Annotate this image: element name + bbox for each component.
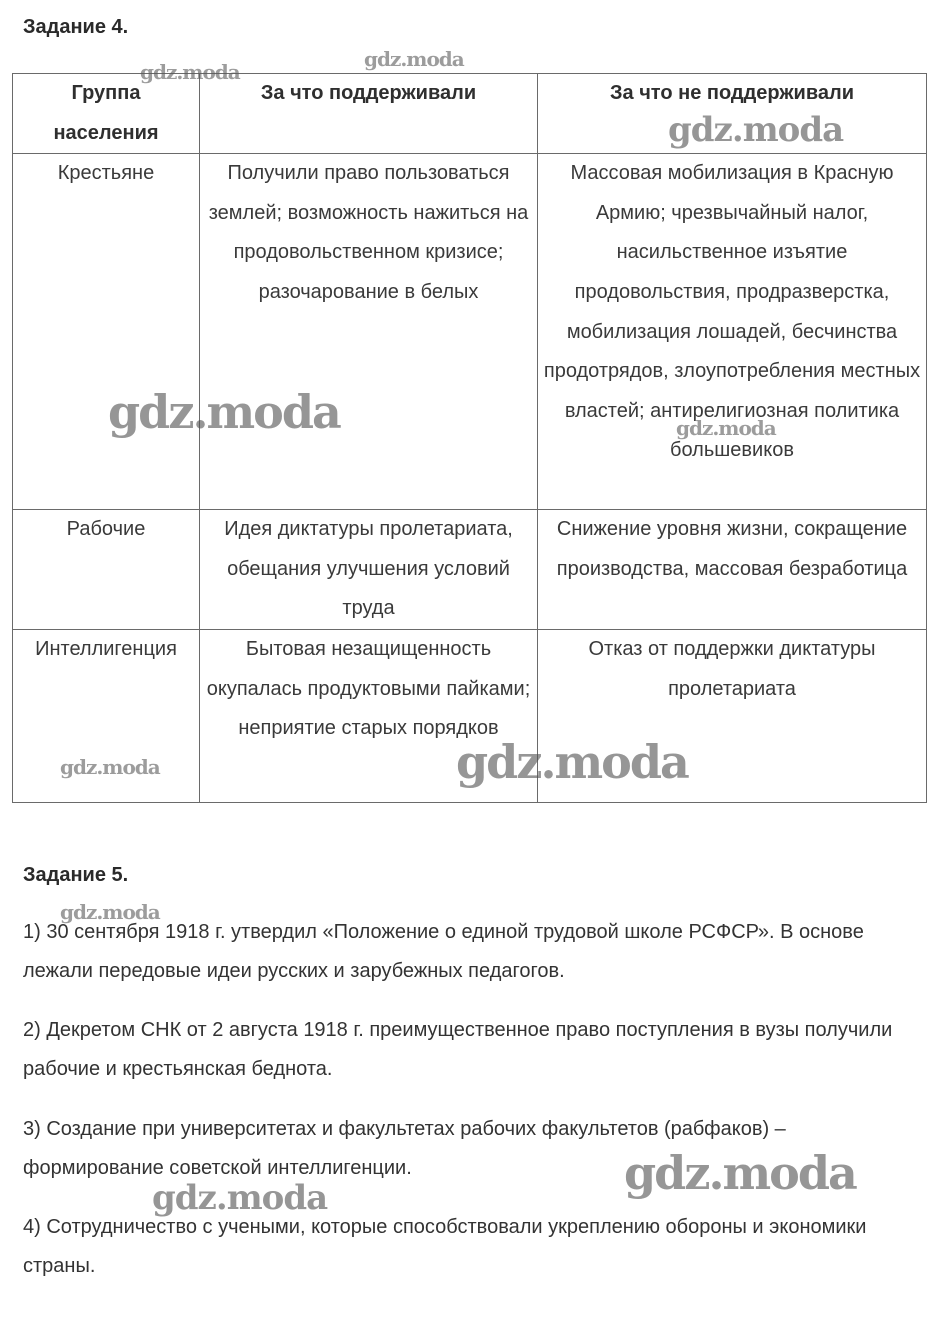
cell-not-supported: Массовая мобилизация в Красную Армию; чрезвычайный налог, насильственное изъятие продовольствия, продразверстка, мобилизация лошадей, бесчинства продотрядов, злоупотребления местных властей; антирелигиозная политика большевиков — [538, 154, 927, 510]
table-row — [13, 510, 927, 630]
watermark: gdz.moda — [456, 735, 688, 789]
cell-not-supported: Снижение уровня жизни, сокращение производства, массовая безработица — [538, 510, 927, 630]
watermark: gdz.moda — [60, 755, 160, 779]
table-header-row — [13, 74, 927, 154]
table-row — [13, 154, 927, 510]
watermark: gdz.moda — [60, 900, 160, 924]
task-5-heading: Задание 5. — [23, 864, 129, 886]
table-row — [13, 629, 927, 802]
column-header-group: Группа населения — [13, 74, 200, 154]
answer-item-4: 4) Сотрудничество с учеными, которые способствовали укреплению обороны и экономики страны. — [23, 1216, 867, 1277]
cell-not-supported: Отказ от поддержки диктатуры пролетариата — [538, 629, 927, 802]
cell-group: Интеллигенция — [13, 629, 200, 802]
cell-supported: Бытовая незащищенность окупалась продуктовыми пайками; неприятие старых порядков — [200, 629, 538, 802]
answer-item-2: 2) Декретом СНК от 2 августа 1918 г. преимущественное право поступления в вузы получили рабочие и крестьянская беднота. — [23, 1019, 893, 1080]
watermark: gdz.moda — [152, 1178, 328, 1218]
watermark: gdz.moda — [668, 110, 844, 150]
column-header-not-supported: За что не поддерживали — [538, 74, 927, 154]
watermark: gdz.moda — [108, 385, 340, 439]
watermark: gdz.moda — [624, 1146, 856, 1200]
column-header-supported: За что поддерживали — [200, 74, 538, 154]
cell-supported: Идея диктатуры пролетариата, обещания улучшения условий труда — [200, 510, 538, 630]
comparison-table — [12, 73, 927, 803]
watermark: gdz.moda — [140, 60, 240, 84]
cell-group: Крестьяне — [13, 154, 200, 510]
task-4-heading: Задание 4. — [23, 16, 129, 38]
watermark: gdz.moda — [364, 47, 464, 71]
watermark: gdz.moda — [676, 416, 776, 440]
cell-supported: Получили право пользоваться землей; возможность нажиться на продовольственном кризисе; разочарование в белых — [200, 154, 538, 510]
answer-item-1: 1) 30 сентября 1918 г. утвердил «Положение о единой трудовой школе РСФСР». В основе лежали передовые идеи русских и зарубежных педагогов. — [23, 921, 864, 982]
cell-group: Рабочие — [13, 510, 200, 630]
answer-item-3: 3) Создание при университетах и факультетах рабочих факультетов (рабфаков) – формирование советской интеллигенции. — [23, 1118, 786, 1179]
